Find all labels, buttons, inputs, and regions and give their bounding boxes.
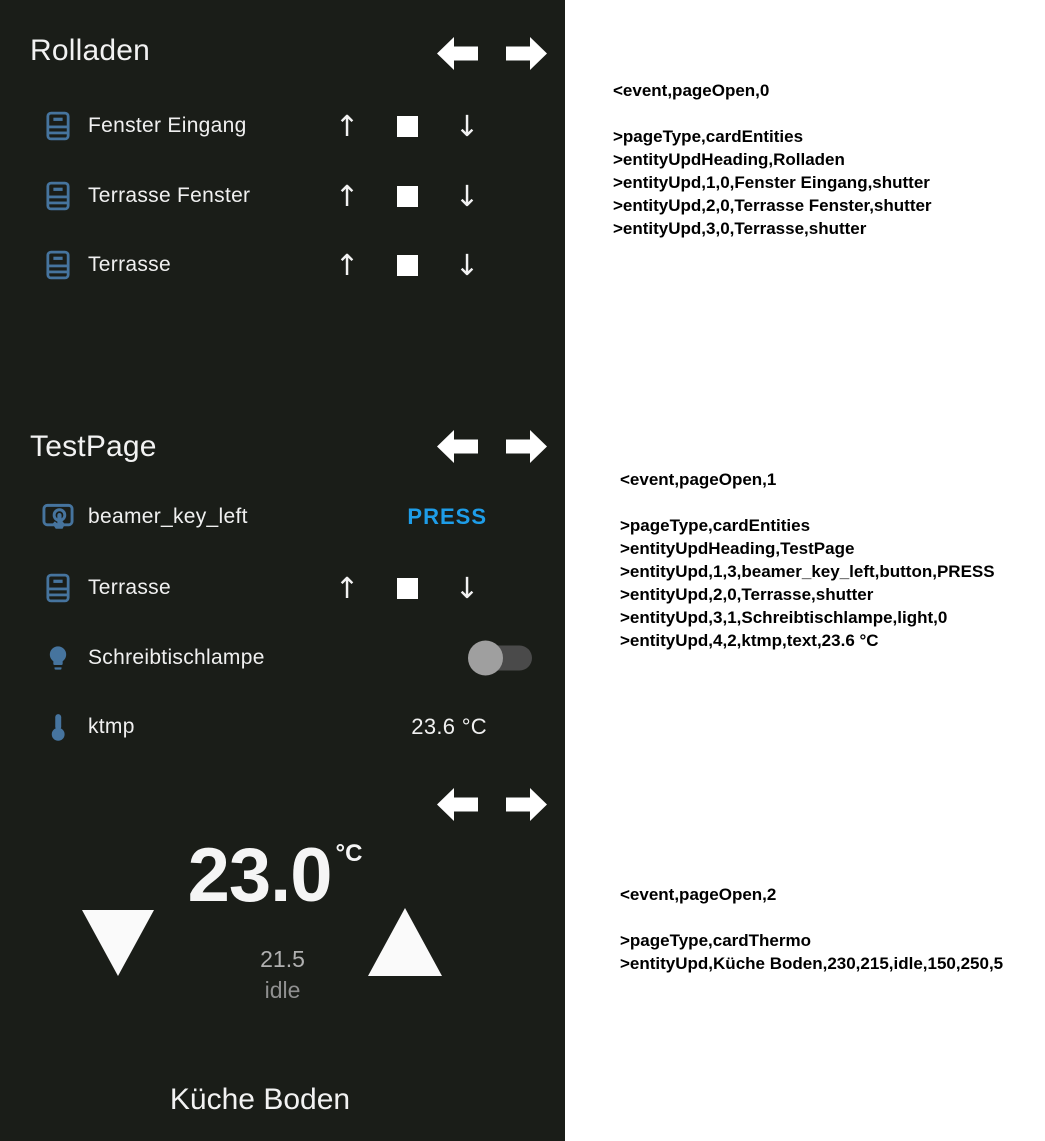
shutter-down-button[interactable]: [448, 230, 486, 300]
entity-name: Terrasse: [88, 253, 171, 276]
protocol-line: >entityUpd,Küche Boden,230,215,idle,150,250,5: [620, 954, 1004, 973]
entity-name: Terrasse: [88, 576, 171, 599]
arrow-down-icon: ↓: [454, 571, 480, 605]
arrow-up-icon: ↑: [334, 248, 360, 282]
arrow-down-icon: ↓: [454, 248, 480, 282]
shutter-stop-button[interactable]: [392, 161, 422, 231]
card-entities-testpage: [0, 380, 565, 760]
protocol-line-blank: [613, 102, 932, 125]
page-navigation: [437, 430, 549, 463]
entity-name: ktmp: [88, 715, 135, 738]
protocol-block-page1: [620, 468, 995, 652]
card-entities-rolladen: [0, 0, 565, 380]
window-shutter-icon: [40, 161, 76, 231]
protocol-block-page2: [620, 883, 1003, 975]
press-button[interactable]: PRESS: [407, 504, 487, 529]
protocol-block-page0: [613, 79, 932, 240]
entity-name: beamer_key_left: [88, 505, 248, 528]
protocol-line: <event,pageOpen,1: [620, 470, 777, 489]
shutter-down-button[interactable]: [448, 161, 486, 231]
shutter-stop-button[interactable]: [392, 230, 422, 300]
protocol-line: >entityUpd,2,0,Terrasse,shutter: [620, 585, 874, 604]
protocol-line: >entityUpd,3,0,Terrasse,shutter: [613, 219, 867, 238]
temperature-unit: °C: [335, 840, 363, 867]
gesture-tap-button-icon: [40, 482, 76, 552]
protocol-line: >pageType,cardEntities: [620, 516, 811, 535]
sensor-value: 23.6 °C: [411, 714, 487, 739]
stop-icon: [397, 578, 418, 599]
entity-row-text: [0, 692, 565, 762]
page-title: Rolladen: [30, 34, 151, 67]
nav-prev-arrow-icon[interactable]: [437, 430, 478, 463]
nav-next-arrow-icon[interactable]: [506, 788, 547, 821]
stop-icon: [397, 116, 418, 137]
shutter-up-button[interactable]: [328, 553, 366, 623]
nav-next-arrow-icon[interactable]: [506, 37, 547, 70]
entity-row-shutter: [0, 230, 565, 300]
nav-next-arrow-icon[interactable]: [506, 430, 547, 463]
protocol-line: >entityUpdHeading,TestPage: [620, 539, 855, 558]
thermostat-title: Küche Boden: [169, 1083, 351, 1116]
target-temperature: 21.5: [260, 946, 305, 972]
stop-icon: [397, 255, 418, 276]
protocol-line: >entityUpd,3,1,Schreibtischlampe,light,0: [620, 608, 948, 627]
arrow-down-icon: ↓: [454, 179, 480, 213]
shutter-stop-button[interactable]: [392, 91, 422, 161]
toggle-knob: [468, 641, 503, 676]
shutter-down-button[interactable]: [448, 553, 486, 623]
protocol-line-blank: [620, 491, 995, 514]
protocol-line: >pageType,cardEntities: [613, 127, 804, 146]
entity-row-button: [0, 482, 565, 552]
current-temperature-value: 23.0: [187, 833, 332, 918]
thermometer-icon: [40, 692, 76, 762]
entity-name: Terrasse Fenster: [88, 184, 251, 207]
protocol-line: >pageType,cardThermo: [620, 931, 811, 950]
page-navigation: [437, 37, 549, 70]
arrow-up-icon: ↑: [334, 109, 360, 143]
entity-row-light: [0, 623, 565, 693]
entity-name: Schreibtischlampe: [88, 646, 265, 669]
arrow-up-icon: ↑: [334, 571, 360, 605]
protocol-line: >entityUpd,4,2,ktmp,text,23.6 °C: [620, 631, 879, 650]
protocol-line: >entityUpd,1,0,Fenster Eingang,shutter: [613, 173, 930, 192]
protocol-line: <event,pageOpen,0: [613, 81, 770, 100]
page-title: TestPage: [30, 430, 157, 463]
window-shutter-icon: [40, 230, 76, 300]
lightbulb-icon: [40, 623, 76, 693]
hvac-state: idle: [264, 977, 301, 1003]
protocol-line: <event,pageOpen,2: [620, 885, 777, 904]
entity-name: Fenster Eingang: [88, 114, 247, 137]
window-shutter-icon: [40, 553, 76, 623]
nav-prev-arrow-icon[interactable]: [437, 37, 478, 70]
nav-prev-arrow-icon[interactable]: [437, 788, 478, 821]
page-navigation: [437, 788, 549, 821]
entity-row-shutter: [0, 91, 565, 161]
shutter-stop-button[interactable]: [392, 553, 422, 623]
protocol-line-blank: [620, 906, 1003, 929]
shutter-down-button[interactable]: [448, 91, 486, 161]
protocol-line: >entityUpd,2,0,Terrasse Fenster,shutter: [613, 196, 932, 215]
current-temperature: [0, 833, 550, 918]
entity-row-shutter: [0, 161, 565, 231]
entity-row-shutter: [0, 553, 565, 623]
shutter-up-button[interactable]: [328, 161, 366, 231]
protocol-line: >entityUpd,1,3,beamer_key_left,button,PRESS: [620, 562, 995, 581]
shutter-up-button[interactable]: [328, 91, 366, 161]
arrow-up-icon: ↑: [334, 179, 360, 213]
window-shutter-icon: [40, 91, 76, 161]
protocol-line: >entityUpdHeading,Rolladen: [613, 150, 845, 169]
light-toggle-switch[interactable]: [468, 641, 532, 676]
stop-icon: [397, 186, 418, 207]
shutter-up-button[interactable]: [328, 230, 366, 300]
arrow-down-icon: ↓: [454, 109, 480, 143]
